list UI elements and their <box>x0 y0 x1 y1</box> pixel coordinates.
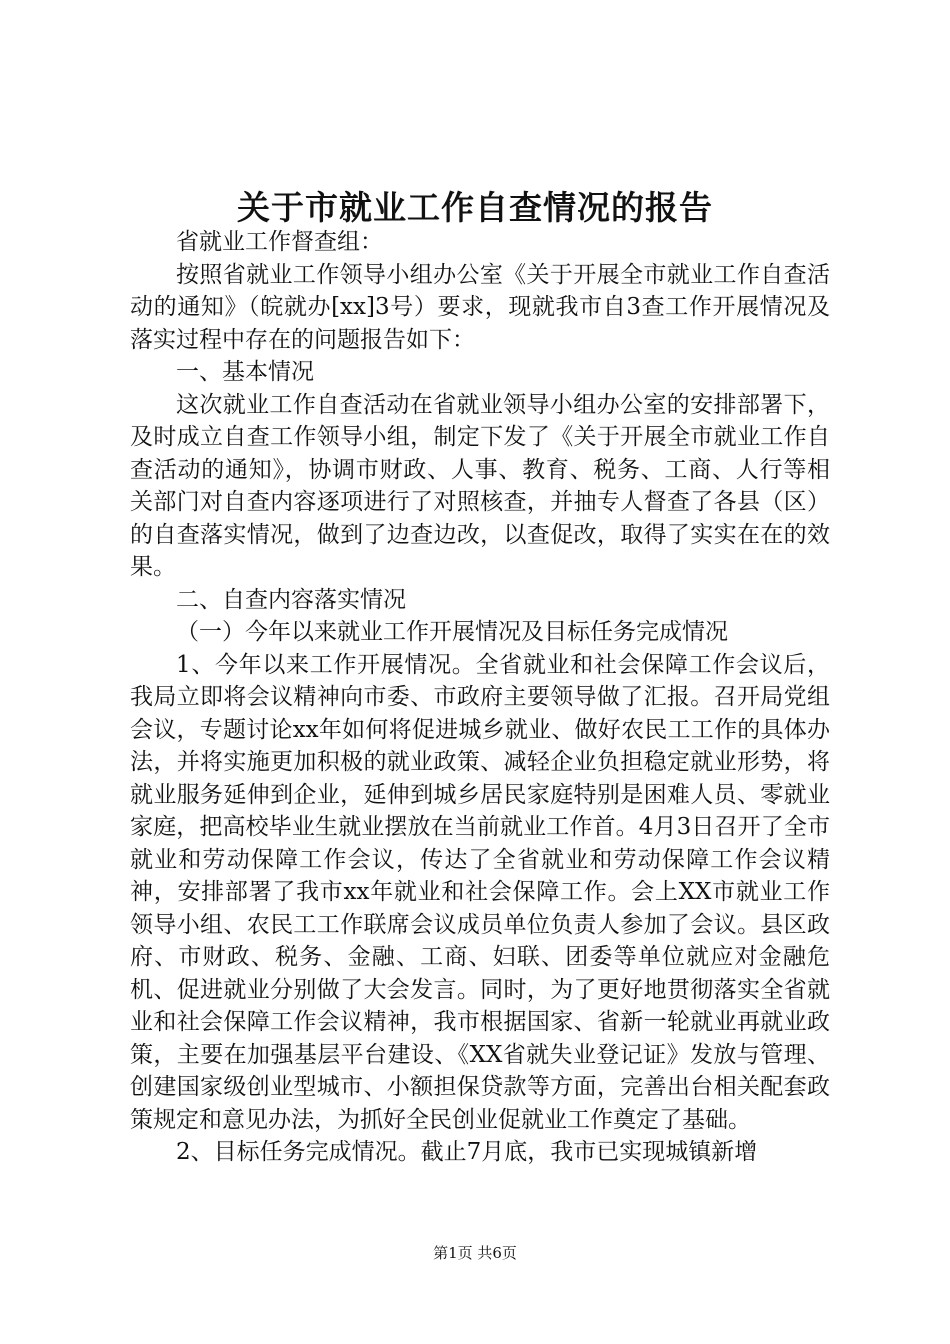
section-heading-implementation: 二、自查内容落实情况 <box>176 586 406 613</box>
intro-paragraph: 按照省就业工作领导小组办公室《关于开展全市就业工作自查活动的通知》（皖就办[xx]3号）要求，现就我市自3查工作开展情况及落实过程中存在的问题报告如下： <box>130 261 830 353</box>
work-progress-paragraph: 1、今年以来工作开展情况。全省就业和社会保障工作会议后，我局立即将会议精神向市委、市政府主要领导做了汇报。召开局党组会议，专题讨论xx年如何将促进城乡就业、做好农民工工作的具体办法，并将实施更加积极的就业政策、减轻企业负担稳定就业形势，将就业服务延伸到企业，延伸到城乡居民家庭特别是困难人员、零就业家庭，把高校毕业生就业摆放在当前就业工作首。4月3日召开了全市就业和劳动保障工作会议，传达了全省就业和劳动保障工作会议精神，安排部署了我市xx年就业和社会保障工作。会上XX市就业工作领导小组、农民工工作联席会议成员单位负责人参加了会议。县区政府、市财政、税务、金融、工商、妇联、团委等单位就应对金融危机、促进就业分别做了大会发言。同时，为了更好地贯彻落实全省就业和社会保障工作会议精神，我市根据国家、省新一轮就业再就业政策，主要在加强基层平台建设、《XX省就失业登记证》发放与管理、创建国家级创业型城市、小额担保贷款等方面，完善出台相关配套政策规定和意见办法，为抓好全民创业促就业工作奠定了基础。 <box>130 651 830 1133</box>
target-completion-paragraph: 2、目标任务完成情况。截止7月底，我市已实现城镇新增 <box>176 1139 758 1165</box>
subsection-heading-progress: （一）今年以来就业工作开展情况及目标任务完成情况 <box>176 619 728 645</box>
document-body <box>130 226 830 1169</box>
section-heading-basic: 一、基本情况 <box>176 359 314 385</box>
basic-situation-paragraph: 这次就业工作自查活动在省就业领导小组办公室的安排部署下，及时成立自查工作领导小组，制定下发了《关于开展全市就业工作自查活动的通知》，协调市财政、人事、教育、税务、工商、人行等相关部门对自查内容逐项进行了对照核查，并抽专人督查了各县（区）的自查落实情况，做到了边查边改，以查促改，取得了实实在在的效果。 <box>130 391 830 580</box>
document-title: 关于市就业工作自查情况的报告 <box>237 188 713 227</box>
page-footer: 第1页 共6页 <box>433 1244 517 1262</box>
salutation-paragraph: 省就业工作督查组： <box>176 229 383 255</box>
